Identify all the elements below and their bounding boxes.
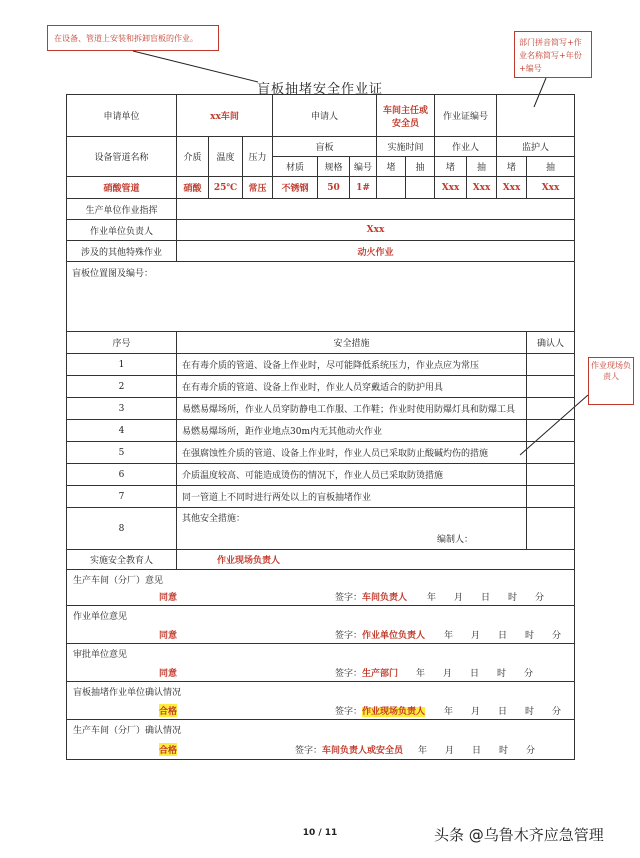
opinion-workshop [67, 570, 575, 606]
guardian-block-header: 堵 [497, 157, 527, 177]
commander-row [67, 199, 575, 220]
data-row [67, 177, 575, 199]
sign-who: 作业现场负责人 [362, 707, 426, 717]
number-header: 编号 [350, 157, 377, 177]
sign-who: 车间负责人 [362, 593, 408, 603]
measure-text: 同一管道上不同时进行两处以上的盲板抽堵作业 [177, 486, 527, 508]
material-value: 不锈钢 [273, 177, 318, 199]
opinion-value: 同意 [159, 593, 178, 603]
education-row [67, 550, 575, 570]
position-row [67, 262, 575, 332]
education-label: 实施安全教育人 [67, 550, 177, 570]
compiler-label: 编制人： [437, 535, 474, 545]
measure-text: 介质温度较高、可能造成烫伤的情况下，作业人员已采取防烫措施 [177, 464, 527, 486]
opinion-row [67, 644, 575, 682]
opinion-label: 盲板抽堵作业单位确认情况 [73, 688, 182, 698]
callout-confirmer-note: 作业现场负责人 [588, 357, 634, 405]
measure-confirm[interactable] [527, 464, 575, 486]
measure-confirm[interactable] [527, 442, 575, 464]
measure-row [67, 442, 575, 464]
equipment-header: 设备管道名称 [67, 137, 177, 177]
watermark-text: 头条 @乌鲁木齐应急管理 [434, 826, 604, 844]
measure-row [67, 420, 575, 442]
opinion-dates: 年 月 日 时 分 [444, 707, 562, 717]
number-value: 1# [350, 177, 377, 199]
measure-row [67, 486, 575, 508]
time-block-header: 堵 [377, 157, 406, 177]
special-value: 动火作业 [177, 241, 575, 262]
permit-form-table [66, 94, 575, 760]
callout-line-1: 部门拼音简写+作 [519, 38, 582, 47]
opinion-dates: 年 月 日 时 分 [444, 631, 562, 641]
measure-row [67, 464, 575, 486]
opinion-value: 合格 [159, 743, 177, 756]
opinion-dates: 年 月 日 时 分 [418, 746, 536, 756]
opinion-dates: 年 月 日 时 分 [416, 669, 534, 679]
sign-label: 签字： [335, 707, 363, 717]
opinion-label: 审批单位意见 [73, 650, 128, 660]
guardian-header: 监护人 [497, 137, 575, 157]
measure-text: 易燃易爆场所，作业人员穿防静电工作服、工作鞋；作业时使用防爆灯具和防爆工具 [177, 398, 527, 420]
measure-no: 4 [67, 420, 177, 442]
measure-text: 在有毒介质的管道、设备上作业时，尽可能降低系统压力，作业点应为常压 [177, 354, 527, 376]
callout-line-3: +编号 [519, 64, 542, 73]
material-header: 材质 [273, 157, 318, 177]
opinion-row [67, 570, 575, 606]
time-pull-header: 抽 [406, 157, 435, 177]
education-value-cell [177, 550, 575, 570]
worker-block-header: 堵 [435, 157, 467, 177]
seq-header: 序号 [67, 332, 177, 354]
opinion-label: 生产车间（分厂）确认情况 [73, 726, 182, 736]
measure-row [67, 376, 575, 398]
measure-text: 在强腐蚀性介质的管道、设备上作业时，作业人员已采取防止酸碱灼伤的措施 [177, 442, 527, 464]
sign-who: 作业单位负责人 [362, 631, 426, 641]
opinion-value: 合格 [159, 704, 177, 717]
columns-row-1 [67, 137, 575, 157]
callout-line-2: 业名称简写+年份 [519, 51, 582, 60]
confirm-header: 确认人 [527, 332, 575, 354]
measure-confirm[interactable] [527, 376, 575, 398]
measure-no: 7 [67, 486, 177, 508]
sign-label: 签字： [335, 669, 363, 679]
opinion-value: 同意 [159, 669, 178, 679]
guardian-pull-header: 抽 [527, 157, 575, 177]
worker-pull-header: 抽 [467, 157, 497, 177]
medium-value: 硝酸 [177, 177, 209, 199]
opinion-row [67, 682, 575, 720]
sign-label: 签字： [335, 631, 363, 641]
opinion-dates: 年 月 日 时 分 [427, 593, 545, 603]
opinion-sign [335, 628, 425, 641]
opinion-blind-unit-confirm [67, 682, 575, 720]
worker-pull-value: Xxx [467, 177, 497, 199]
measure-no: 6 [67, 464, 177, 486]
opinion-workshop-confirm [67, 720, 575, 760]
opinion-label: 生产车间（分厂）意见 [73, 576, 164, 586]
time-pull-value[interactable] [406, 177, 435, 199]
sign-who: 生产部门 [362, 669, 399, 679]
measure-confirm[interactable] [527, 398, 575, 420]
guardian-pull-value: Xxx [527, 177, 575, 199]
applicant-value: 车间主任或安全员 [377, 95, 435, 137]
owner-label: 作业单位负责人 [67, 220, 177, 241]
measure-row-other [67, 508, 575, 550]
temperature-header: 温度 [209, 137, 243, 177]
opinion-label: 作业单位意见 [73, 612, 128, 622]
other-measures-label: 其他安全措施： [182, 514, 246, 524]
measure-confirm[interactable] [527, 486, 575, 508]
opinion-sign [295, 743, 403, 756]
permit-no-label: 作业证编号 [435, 95, 497, 137]
medium-header: 介质 [177, 137, 209, 177]
opinion-row [67, 720, 575, 760]
special-row [67, 241, 575, 262]
owner-value: Xxx [177, 220, 575, 241]
commander-label: 生产单位作业指挥 [67, 199, 177, 220]
sign-label: 签字： [295, 746, 323, 756]
spec-header: 规格 [318, 157, 350, 177]
opinion-approval [67, 644, 575, 682]
measure-text: 易燃易爆场所，距作业地点30m内无其他动火作业 [177, 420, 527, 442]
apply-unit-value: xx车间 [177, 95, 273, 137]
measures-header: 安全措施 [177, 332, 527, 354]
measure-confirm[interactable] [527, 420, 575, 442]
measure-no: 8 [67, 508, 177, 550]
opinion-sign [335, 666, 398, 679]
opinion-work-unit [67, 606, 575, 644]
measure-row [67, 398, 575, 420]
worker-header: 作业人 [435, 137, 497, 157]
blind-header: 盲板 [273, 137, 377, 157]
callout-permit-number-note [514, 31, 592, 78]
opinion-sign [335, 590, 407, 603]
measures-header-row [67, 332, 575, 354]
owner-row [67, 220, 575, 241]
document-title: 盲板抽堵安全作业证 [256, 82, 383, 97]
spec-value: 50 [318, 177, 350, 199]
opinion-sign [335, 704, 425, 717]
permit-no-value[interactable] [497, 95, 575, 137]
sign-label: 签字： [335, 593, 363, 603]
temperature-value: 25℃ [209, 177, 243, 199]
measure-confirm[interactable] [527, 354, 575, 376]
special-label: 涉及的其他特殊作业 [67, 241, 177, 262]
measure-no: 5 [67, 442, 177, 464]
opinion-value: 同意 [159, 631, 178, 641]
measure-text: 在有毒介质的管道、设备上作业时，作业人员穿戴适合的防护用具 [177, 376, 527, 398]
guardian-block-value: Xxx [497, 177, 527, 199]
measure-no: 1 [67, 354, 177, 376]
measure-text-other [177, 508, 527, 550]
page-number: 10 / 11 [302, 828, 338, 838]
measure-no: 2 [67, 376, 177, 398]
callout-scope-note: 在设备、管道上安装和拆卸盲板的作业。 [47, 25, 219, 51]
equipment-value: 硝酸管道 [67, 177, 177, 199]
pressure-value: 常压 [243, 177, 273, 199]
position-label: 盲板位置图及编号： [67, 262, 575, 332]
applicant-label: 申请人 [273, 95, 377, 137]
header-row [67, 95, 575, 137]
measure-confirm[interactable] [527, 508, 575, 550]
measure-no: 3 [67, 398, 177, 420]
opinion-row [67, 606, 575, 644]
pressure-header: 压力 [243, 137, 273, 177]
worker-block-value: Xxx [435, 177, 467, 199]
time-block-value[interactable] [377, 177, 406, 199]
education-value: 作业现场负责人 [217, 556, 281, 566]
sign-who: 车间负责人或安全员 [322, 746, 404, 756]
apply-unit-label: 申请单位 [67, 95, 177, 137]
measure-row [67, 354, 575, 376]
commander-value[interactable] [177, 199, 575, 220]
time-header: 实施时间 [377, 137, 435, 157]
